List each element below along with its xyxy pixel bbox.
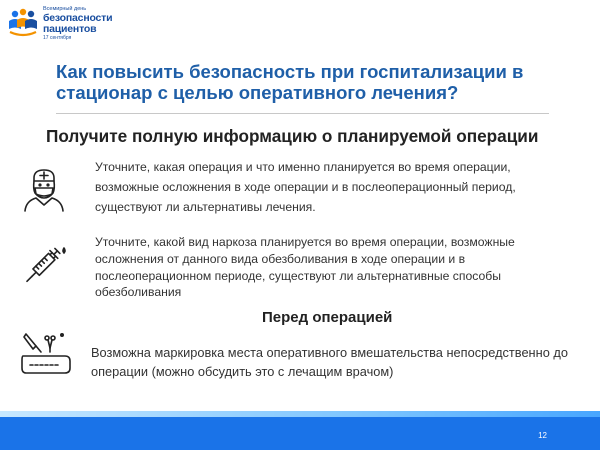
campaign-logo [6, 3, 116, 45]
page-number: 12 [538, 431, 547, 440]
people-hands-logo-icon [6, 5, 40, 39]
logo-line-3: пациентов [43, 23, 97, 35]
info-paragraph-anesthesia: Уточните, какой вид наркоза планируется во время операции, возможные осложнения от данного вида обезболивания в ходе операции и в послеоперационном периоде, существуют ли альтернативные способы обезболивания [95, 235, 515, 300]
surgeon-icon [22, 167, 66, 213]
logo-line-4: 17 сентября [43, 35, 72, 41]
logo-line-1: Всемирный день [43, 6, 87, 12]
section-heading-info: Получите полную информацию о планируемой операции [46, 126, 539, 146]
info-paragraph-operation: Уточните, какая операция и что именно планируется во время операции, возможные осложнения в ходе операции и в послеоперационный период, существуют ли альтернативы лечения. [95, 160, 516, 214]
slide-title: Как повысить безопасность при госпитализации в стационар с целью оперативного лечения? [56, 61, 524, 103]
section-heading-before-surgery: Перед операцией [262, 309, 393, 326]
footer-stripe [0, 411, 600, 417]
info-paragraph-marking: Возможна маркировка места оперативного вмешательства непосредственно до операции (можно обсудить это с лечащим врачом) [91, 345, 568, 379]
footer-bar [0, 411, 600, 450]
title-divider [56, 113, 549, 114]
logo-line-2: безопасности [43, 12, 113, 24]
surgery-marking-icon [20, 330, 72, 376]
syringe-icon [20, 242, 70, 286]
